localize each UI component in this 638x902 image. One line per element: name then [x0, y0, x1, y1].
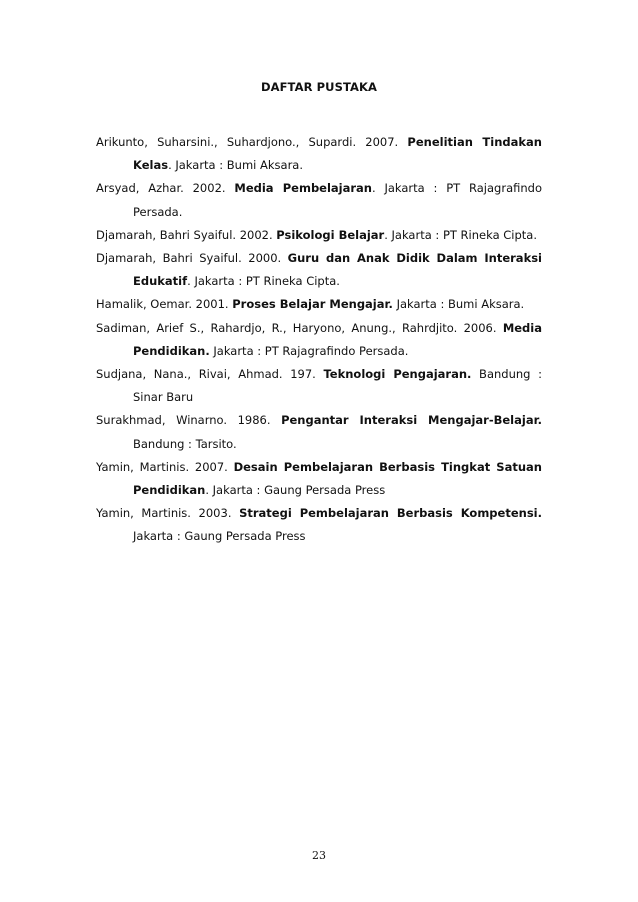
reference-publisher: Bandung : Sinar Baru: [133, 367, 542, 405]
reference-authors-year: Yamin, Martinis. 2007.: [96, 459, 234, 474]
reference-entry: [96, 224, 542, 247]
reference-title: Teknologi Pengajaran.: [323, 367, 472, 382]
reference-entry: [96, 131, 542, 177]
reference-entry: [96, 293, 542, 316]
reference-authors-year: Surakhmad, Winarno. 1986.: [96, 413, 282, 428]
reference-title: Penelitian Tindakan Kelas: [133, 135, 542, 173]
reference-title: Strategi Pembelajaran Berbasis Kompetensi.: [239, 506, 542, 521]
reference-publisher: . Jakarta : PT Rineka Cipta.: [384, 227, 538, 242]
reference-authors-year: Djamarah, Bahri Syaiful. 2002.: [96, 227, 277, 242]
reference-publisher: Bandung : Tarsito.: [133, 436, 237, 451]
reference-entry: [96, 247, 542, 293]
reference-publisher: . Jakarta : PT Rajagrafindo Persada.: [133, 181, 542, 219]
reference-title: Pengantar Interaksi Mengajar-Belajar.: [281, 413, 542, 428]
reference-authors-year: Arikunto, Suharsini., Suhardjono., Supardi. 2007.: [96, 135, 408, 149]
reference-title: Desain Pembelajaran Berbasis Tingkat Satuan Pendidikan: [133, 459, 542, 498]
reference-publisher: . Jakarta : Gaung Persada Press: [205, 483, 386, 498]
reference-entry: [96, 317, 542, 363]
reference-publisher: Jakarta : PT Rajagrafindo Persada.: [209, 343, 409, 358]
reference-authors-year: Hamalik, Oemar. 2001.: [96, 297, 233, 312]
reference-title: Media Pendidikan.: [133, 320, 542, 358]
reference-authors-year: Yamin, Martinis. 2003.: [96, 506, 240, 521]
reference-entry: [96, 363, 542, 409]
reference-title: Media Pembelajaran: [234, 181, 372, 196]
reference-entry: [96, 456, 542, 502]
reference-entry: [96, 177, 542, 223]
reference-authors-year: Arsyad, Azhar. 2002.: [96, 181, 235, 196]
reference-publisher: . Jakarta : Bumi Aksara.: [168, 158, 304, 173]
reference-authors-year: Djamarah, Bahri Syaiful. 2000.: [96, 251, 288, 266]
reference-entry: [96, 502, 542, 548]
reference-authors-year: Sadiman, Arief S., Rahardjo, R., Haryono, Anung., Rahrdjito. 2006.: [96, 320, 503, 335]
reference-publisher: Jakarta : Gaung Persada Press: [133, 529, 306, 544]
page-title: DAFTAR PUSTAKA: [260, 80, 378, 94]
reference-publisher: Jakarta : Bumi Aksara.: [392, 297, 525, 312]
reference-entry: [96, 409, 542, 455]
reference-list: [96, 131, 542, 549]
reference-authors-year: Sudjana, Nana., Rivai, Ahmad. 197.: [96, 367, 324, 382]
reference-title: Proses Belajar Mengajar.: [232, 297, 393, 312]
reference-title: Psikologi Belajar: [276, 227, 385, 242]
reference-title: Guru dan Anak Didik Dalam Interaksi Edukatif: [133, 251, 542, 289]
page-number: 23: [312, 849, 326, 862]
reference-publisher: . Jakarta : PT Rineka Cipta.: [187, 274, 340, 289]
